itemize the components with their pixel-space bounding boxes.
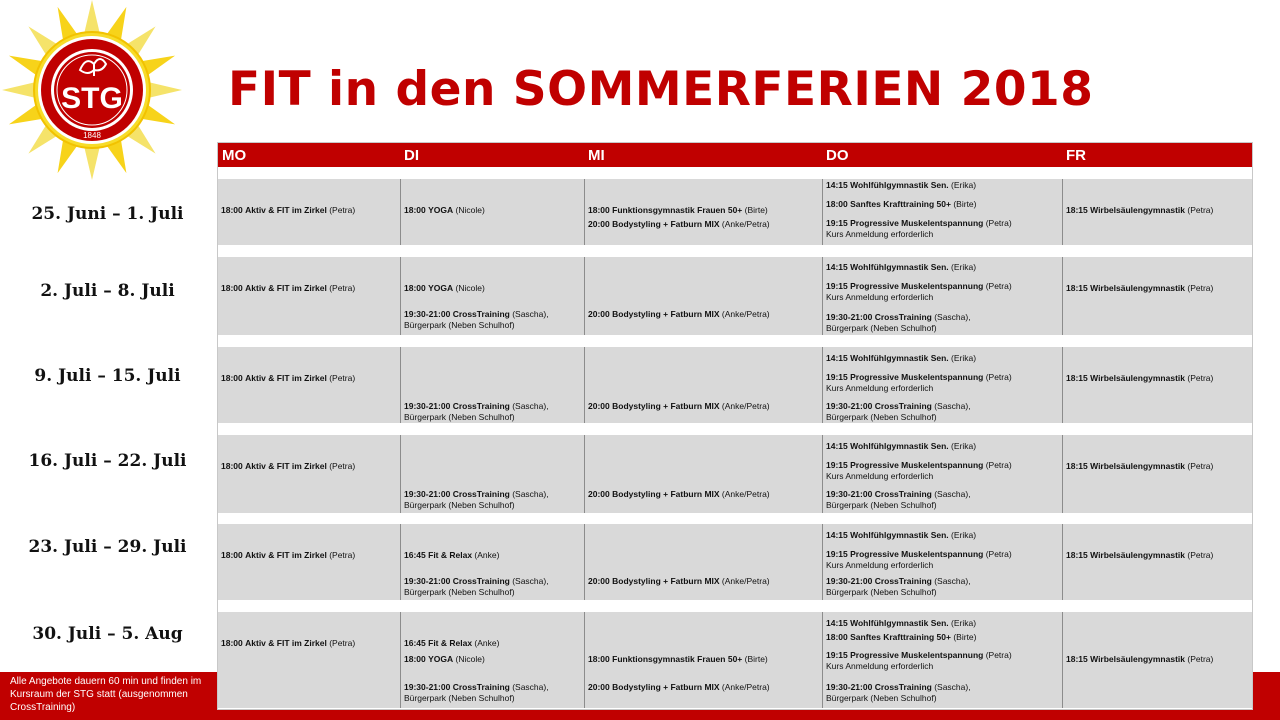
- class-name: CrossTraining: [874, 489, 932, 499]
- class-instructor: (Petra): [1185, 550, 1214, 560]
- class-entry: [826, 549, 1060, 571]
- day-header-mo: MO: [222, 147, 247, 164]
- class-instructor: (Petra): [1185, 205, 1214, 215]
- class-name: Wohlfühlgymnastik Sen.: [850, 262, 949, 272]
- class-time: 14:15: [826, 262, 848, 272]
- class-instructor: (Erika): [948, 530, 977, 540]
- class-instructor: (Petra): [983, 460, 1012, 470]
- class-time: 18:00: [404, 205, 426, 215]
- day-header-fr: FR: [1066, 147, 1086, 164]
- class-instructor: (Nicole): [453, 205, 485, 215]
- week-label: 25. Juni – 1. Juli: [31, 204, 184, 224]
- class-name: CrossTraining: [452, 401, 510, 411]
- class-instructor: (Sascha),: [931, 489, 971, 499]
- class-entry: [826, 180, 1060, 191]
- class-instructor: (Sascha),: [509, 576, 549, 586]
- class-time: 20:00: [588, 682, 610, 692]
- week-row: [218, 347, 1252, 423]
- schedule-cell-mo: [218, 347, 400, 423]
- class-time: 18:15: [1066, 461, 1088, 471]
- class-name: CrossTraining: [874, 682, 932, 692]
- class-entry: [221, 461, 398, 472]
- day-header-do: DO: [826, 147, 849, 164]
- week-row: [218, 179, 1252, 245]
- class-name: Bodystyling + Fatburn MIX: [612, 219, 720, 229]
- class-entry: [826, 530, 1060, 541]
- schedule-cell-mi: [584, 524, 822, 600]
- week-label: 9. Juli – 15. Juli: [34, 366, 181, 386]
- class-time: 14:15: [826, 353, 848, 363]
- class-instructor: (Anke/Petra): [719, 682, 770, 692]
- class-name: Bodystyling + Fatburn MIX: [612, 489, 720, 499]
- schedule-cell-mo: [218, 435, 400, 513]
- class-entry: [588, 654, 820, 665]
- class-time: 18:00: [221, 283, 243, 293]
- class-note: Bürgerpark (Neben Schulhof): [826, 587, 937, 597]
- schedule-cell-fr: [1062, 179, 1252, 245]
- class-time: 20:00: [588, 401, 610, 411]
- class-time: 19:15: [826, 281, 848, 291]
- class-entry: [826, 632, 1060, 643]
- class-instructor: (Sascha),: [931, 576, 971, 586]
- class-time: 18:00: [221, 550, 243, 560]
- schedule-cell-di: [400, 257, 584, 335]
- class-name: CrossTraining: [874, 576, 932, 586]
- class-name: Progressive Muskelentspannung: [850, 218, 984, 228]
- schedule-cell-fr: [1062, 257, 1252, 335]
- week-row: [218, 612, 1252, 708]
- class-time: 20:00: [588, 576, 610, 586]
- class-entry: [404, 654, 582, 665]
- class-name: Fit & Relax: [428, 550, 473, 560]
- class-time: 18:15: [1066, 373, 1088, 383]
- week-row: [218, 524, 1252, 600]
- class-name: Bodystyling + Fatburn MIX: [612, 309, 720, 319]
- week-label: 23. Juli – 29. Juli: [28, 537, 187, 557]
- class-name: Wirbelsäulengymnastik: [1090, 283, 1185, 293]
- class-name: Progressive Muskelentspannung: [850, 650, 984, 660]
- schedule-cell-mi: [584, 612, 822, 708]
- class-time: 18:00: [404, 283, 426, 293]
- class-entry: [588, 309, 820, 320]
- class-name: YOGA: [428, 205, 454, 215]
- class-entry: [404, 401, 582, 423]
- class-name: Aktiv & FIT im Zirkel: [245, 638, 327, 648]
- class-time: 18:00: [221, 205, 243, 215]
- class-entry: [1066, 373, 1250, 384]
- schedule-cell-di: [400, 524, 584, 600]
- class-time: 18:00: [588, 205, 610, 215]
- class-instructor: (Petra): [326, 461, 356, 471]
- schedule-cell-di: [400, 179, 584, 245]
- class-note: Bürgerpark (Neben Schulhof): [826, 500, 937, 510]
- class-name: Wirbelsäulengymnastik: [1090, 461, 1185, 471]
- class-entry: [588, 489, 820, 500]
- class-instructor: (Petra): [326, 373, 356, 383]
- schedule-cell-do: [822, 435, 1062, 513]
- class-time: 18:00: [826, 199, 848, 209]
- class-instructor: (Petra): [326, 283, 356, 293]
- class-instructor: (Sascha),: [509, 682, 549, 692]
- class-name: CrossTraining: [452, 576, 510, 586]
- class-entry: [404, 550, 582, 561]
- class-instructor: (Petra): [326, 550, 356, 560]
- schedule-cell-di: [400, 612, 584, 708]
- class-instructor: (Petra): [983, 549, 1012, 559]
- class-name: Progressive Muskelentspannung: [850, 549, 984, 559]
- class-time: 19:30-21:00: [404, 682, 451, 692]
- class-note: Bürgerpark (Neben Schulhof): [404, 320, 515, 330]
- class-note: Bürgerpark (Neben Schulhof): [404, 587, 515, 597]
- class-entry: [1066, 550, 1250, 561]
- class-name: Sanftes Krafttraining 50+: [850, 632, 951, 642]
- schedule-cell-fr: [1062, 612, 1252, 708]
- class-note: Bürgerpark (Neben Schulhof): [826, 693, 937, 703]
- class-instructor: (Erika): [948, 262, 977, 272]
- class-time: 19:15: [826, 549, 848, 559]
- class-name: Wohlfühlgymnastik Sen.: [850, 618, 949, 628]
- class-entry: [826, 312, 1060, 334]
- class-entry: [221, 638, 398, 649]
- class-name: Aktiv & FIT im Zirkel: [245, 461, 327, 471]
- class-time: 16:45: [404, 638, 426, 648]
- class-instructor: (Anke): [472, 638, 500, 648]
- class-name: Aktiv & FIT im Zirkel: [245, 283, 327, 293]
- class-entry: [221, 205, 398, 216]
- schedule-cell-mi: [584, 257, 822, 335]
- schedule-cell-di: [400, 347, 584, 423]
- class-entry: [826, 372, 1060, 394]
- class-note: Bürgerpark (Neben Schulhof): [404, 693, 515, 703]
- class-entry: [826, 218, 1060, 240]
- class-name: CrossTraining: [452, 309, 510, 319]
- class-instructor: (Erika): [948, 180, 977, 190]
- class-instructor: (Sascha),: [931, 682, 971, 692]
- class-time: 19:30-21:00: [826, 489, 873, 499]
- class-time: 19:15: [826, 460, 848, 470]
- class-name: CrossTraining: [452, 489, 510, 499]
- class-entry: [404, 489, 582, 511]
- class-entry: [1066, 205, 1250, 216]
- day-header-di: DI: [404, 147, 419, 164]
- class-entry: [221, 373, 398, 384]
- class-name: Funktionsgymnastik Frauen 50+: [612, 205, 743, 215]
- class-entry: [588, 401, 820, 412]
- class-entry: [404, 576, 582, 598]
- schedule-cell-do: [822, 612, 1062, 708]
- class-entry: [404, 638, 582, 649]
- class-time: 18:00: [588, 654, 610, 664]
- class-time: 14:15: [826, 180, 848, 190]
- class-instructor: (Petra): [1185, 654, 1214, 664]
- class-instructor: (Erika): [948, 353, 977, 363]
- stg-logo: [0, 0, 185, 185]
- class-instructor: (Anke/Petra): [719, 219, 770, 229]
- schedule-cell-do: [822, 179, 1062, 245]
- class-instructor: (Anke/Petra): [719, 309, 770, 319]
- class-entry: [588, 219, 820, 230]
- class-instructor: (Nicole): [453, 283, 485, 293]
- class-time: 18:00: [221, 638, 243, 648]
- class-instructor: (Nicole): [453, 654, 485, 664]
- class-entry: [221, 550, 398, 561]
- class-entry: [404, 205, 582, 216]
- class-note: Kurs Anmeldung erforderlich: [826, 292, 934, 302]
- class-instructor: (Petra): [1185, 373, 1214, 383]
- class-name: CrossTraining: [452, 682, 510, 692]
- class-entry: [1066, 283, 1250, 294]
- class-instructor: (Petra): [1185, 283, 1214, 293]
- schedule-cell-do: [822, 347, 1062, 423]
- class-instructor: (Anke): [472, 550, 500, 560]
- class-name: Wirbelsäulengymnastik: [1090, 373, 1185, 383]
- class-time: 19:15: [826, 372, 848, 382]
- class-instructor: (Sascha),: [509, 489, 549, 499]
- class-entry: [826, 281, 1060, 303]
- class-instructor: (Birte): [742, 654, 768, 664]
- class-name: Wirbelsäulengymnastik: [1090, 205, 1185, 215]
- class-time: 19:30-21:00: [404, 309, 451, 319]
- day-header-mi: MI: [588, 147, 605, 164]
- day-header-row: [218, 143, 1252, 167]
- class-time: 19:15: [826, 650, 848, 660]
- class-entry: [1066, 461, 1250, 472]
- class-time: 18:00: [404, 654, 426, 664]
- class-instructor: (Petra): [326, 638, 356, 648]
- class-entry: [588, 576, 820, 587]
- class-time: 19:30-21:00: [826, 401, 873, 411]
- class-time: 19:30-21:00: [826, 576, 873, 586]
- class-instructor: (Birte): [950, 199, 977, 209]
- class-time: 19:15: [826, 218, 848, 228]
- class-time: 20:00: [588, 219, 610, 229]
- class-instructor: (Anke/Petra): [719, 401, 770, 411]
- class-time: 19:30-21:00: [826, 312, 873, 322]
- class-time: 18:15: [1066, 283, 1088, 293]
- class-time: 19:30-21:00: [404, 489, 451, 499]
- class-name: Wirbelsäulengymnastik: [1090, 550, 1185, 560]
- class-instructor: (Sascha),: [931, 401, 971, 411]
- class-name: Wohlfühlgymnastik Sen.: [850, 180, 949, 190]
- class-note: Bürgerpark (Neben Schulhof): [826, 323, 937, 333]
- class-entry: [404, 309, 582, 331]
- class-name: CrossTraining: [874, 401, 932, 411]
- class-instructor: (Petra): [326, 205, 356, 215]
- class-name: Aktiv & FIT im Zirkel: [245, 373, 327, 383]
- week-row: [218, 435, 1252, 513]
- class-entry: [826, 199, 1060, 210]
- class-time: 18:15: [1066, 550, 1088, 560]
- class-entry: [588, 205, 820, 216]
- class-name: Sanftes Krafttraining 50+: [850, 199, 951, 209]
- class-instructor: (Sascha),: [509, 309, 549, 319]
- logo-text: STG: [61, 82, 123, 115]
- class-name: Aktiv & FIT im Zirkel: [245, 205, 327, 215]
- class-entry: [826, 682, 1060, 704]
- class-time: 19:30-21:00: [404, 576, 451, 586]
- class-name: Wohlfühlgymnastik Sen.: [850, 530, 949, 540]
- class-name: Bodystyling + Fatburn MIX: [612, 682, 720, 692]
- class-instructor: (Petra): [983, 372, 1012, 382]
- class-entry: [221, 283, 398, 294]
- class-note: Bürgerpark (Neben Schulhof): [404, 412, 515, 422]
- class-time: 16:45: [404, 550, 426, 560]
- class-time: 18:15: [1066, 654, 1088, 664]
- schedule-cell-fr: [1062, 435, 1252, 513]
- class-name: Progressive Muskelentspannung: [850, 281, 984, 291]
- class-name: CrossTraining: [874, 312, 932, 322]
- class-instructor: (Anke/Petra): [719, 576, 770, 586]
- class-note: Kurs Anmeldung erforderlich: [826, 560, 934, 570]
- class-name: Wohlfühlgymnastik Sen.: [850, 441, 949, 451]
- logo-year: 1848: [83, 131, 101, 140]
- schedule-cell-mo: [218, 524, 400, 600]
- class-instructor: (Birte): [742, 205, 768, 215]
- week-label: 2. Juli – 8. Juli: [40, 281, 175, 301]
- class-time: 19:30-21:00: [404, 401, 451, 411]
- class-time: 14:15: [826, 441, 848, 451]
- class-instructor: (Petra): [983, 218, 1012, 228]
- class-name: Bodystyling + Fatburn MIX: [612, 401, 720, 411]
- class-instructor: (Petra): [983, 650, 1012, 660]
- class-time: 20:00: [588, 309, 610, 319]
- class-entry: [588, 682, 820, 693]
- class-instructor: (Anke/Petra): [719, 489, 770, 499]
- schedule-cell-do: [822, 257, 1062, 335]
- class-time: 18:00: [826, 632, 848, 642]
- week-label: 30. Juli – 5. Aug: [32, 624, 183, 644]
- class-note: Kurs Anmeldung erforderlich: [826, 229, 934, 239]
- class-time: 14:15: [826, 618, 848, 628]
- class-entry: [826, 353, 1060, 364]
- class-time: 18:00: [221, 373, 243, 383]
- class-name: Aktiv & FIT im Zirkel: [245, 550, 327, 560]
- class-instructor: (Petra): [983, 281, 1012, 291]
- schedule-cell-fr: [1062, 347, 1252, 423]
- week-row: [218, 257, 1252, 335]
- schedule-cell-mi: [584, 179, 822, 245]
- class-name: Wohlfühlgymnastik Sen.: [850, 353, 949, 363]
- schedule-cell-mo: [218, 257, 400, 335]
- class-instructor: (Erika): [948, 441, 977, 451]
- schedule-cell-fr: [1062, 524, 1252, 600]
- class-name: Bodystyling + Fatburn MIX: [612, 576, 720, 586]
- class-name: YOGA: [428, 283, 454, 293]
- class-entry: [404, 682, 582, 704]
- class-entry: [826, 618, 1060, 629]
- schedule-table: [217, 142, 1253, 710]
- class-name: YOGA: [428, 654, 454, 664]
- class-entry: [826, 489, 1060, 511]
- class-instructor: (Sascha),: [509, 401, 549, 411]
- schedule-cell-mo: [218, 612, 400, 708]
- class-name: Wirbelsäulengymnastik: [1090, 654, 1185, 664]
- class-note: Kurs Anmeldung erforderlich: [826, 661, 934, 671]
- class-instructor: (Erika): [948, 618, 977, 628]
- schedule-cell-mi: [584, 347, 822, 423]
- class-name: Progressive Muskelentspannung: [850, 372, 984, 382]
- class-name: Funktionsgymnastik Frauen 50+: [612, 654, 743, 664]
- footer-note: Alle Angebote dauern 60 min und finden im Kursraum der STG statt (ausgenommen CrossTraining): [10, 676, 202, 713]
- class-note: Kurs Anmeldung erforderlich: [826, 383, 934, 393]
- class-entry: [826, 401, 1060, 423]
- week-label: 16. Juli – 22. Juli: [28, 451, 187, 471]
- class-time: 19:30-21:00: [826, 682, 873, 692]
- class-entry: [826, 262, 1060, 273]
- class-entry: [404, 283, 582, 294]
- class-entry: [826, 441, 1060, 452]
- class-entry: [1066, 654, 1250, 665]
- class-note: Bürgerpark (Neben Schulhof): [404, 500, 515, 510]
- class-time: 20:00: [588, 489, 610, 499]
- class-instructor: (Birte): [950, 632, 977, 642]
- class-instructor: (Sascha),: [931, 312, 971, 322]
- schedule-cell-di: [400, 435, 584, 513]
- class-note: Kurs Anmeldung erforderlich: [826, 471, 934, 481]
- class-name: Fit & Relax: [428, 638, 473, 648]
- class-instructor: (Petra): [1185, 461, 1214, 471]
- class-entry: [826, 650, 1060, 672]
- class-entry: [826, 576, 1060, 598]
- schedule-cell-mi: [584, 435, 822, 513]
- class-time: 18:15: [1066, 205, 1088, 215]
- class-note: Bürgerpark (Neben Schulhof): [826, 412, 937, 422]
- class-time: 18:00: [221, 461, 243, 471]
- class-entry: [826, 460, 1060, 482]
- schedule-cell-mo: [218, 179, 400, 245]
- page-title: FIT in den SOMMERFERIEN 2018: [228, 62, 1094, 117]
- class-name: Progressive Muskelentspannung: [850, 460, 984, 470]
- schedule-cell-do: [822, 524, 1062, 600]
- class-time: 14:15: [826, 530, 848, 540]
